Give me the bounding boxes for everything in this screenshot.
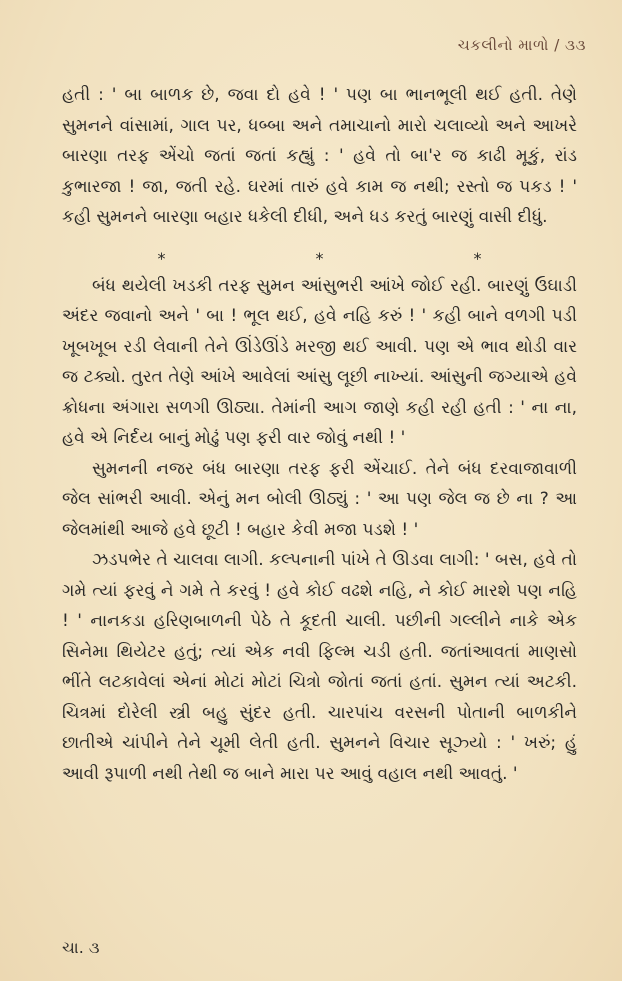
separator-star: * [315, 248, 324, 268]
running-header: ચકલીનો માળો / ૩૩ [457, 36, 586, 54]
separator-star: * [473, 248, 482, 268]
paragraph-1: હતી : ' બા બાળક છે, જવા દો હવે ! ' પણ બા ભાનભૂલી થઈ હતી. તેણે સુમનને વાંસામાં, ગાલ પર, ધબ્બા અને તમાચાનો મારો ચલાવ્યો અને આખરે બારણા તરફ એંચો જતાં જતાં કહ્યું : ' હવે તો બા'ર જ કાઢી મૂકું, રાંડ કુભારજા ! જા, જતી રહે. ઘરમાં તારું હવે કામ જ નથી; રસ્તો જ પકડ ! ' કહી સુમનને બારણા બહાર ધકેલી દીધી, અને ધડ કરતું બારણું વાસી દીધું. [62, 85, 577, 227]
page-body [62, 80, 577, 789]
paragraph-2: બંધ થયેલી ખડકી તરફ સુમન આંસુભરી આંખે જોઈ રહી. બારણું ઉઘાડી અંદર જવાનો અને ' બા ! ભૂલ થઈ, હવે નહિ કરું ! ' કહી બાને વળગી પડી ખૂબખૂબ રડી લેવાની તેને ઊંડેઊંડે મરજી થઈ આવી. પણ એ ભાવ થોડી વાર જ ટક્યો. તુરત તેણે આંખે આવેલાં આંસુ લૂછી નાખ્યાં. આંસુની જગ્યાએ હવે ક્રોધના અંગારા સળગી ઊઠ્યા. તેમાંની આગ જાણે કહી રહી હતી : ' ના ના, હવે એ નિર્દય બાનું મોઢું પણ ફરી વાર જોવું નથી ! ' [62, 275, 577, 448]
printer-signature: ચા. ૩ [62, 938, 100, 957]
section-separator [62, 249, 577, 269]
paragraph-4: ઝડપભેર તે ચાલવા લાગી. કલ્પનાની પાંખે તે ઊડવા લાગી: ' બસ, હવે તો ગમે ત્યાં ફરવું ને ગમે તે કરવું ! હવે કોઈ વઢશે નહિ, ને કોઈ મારશે પણ નહિ ! ' નાનકડા હરિણબાળની પેઠે તે કૂદતી ચાલી. પછીની ગલ્લીને નાકે એક સિનેમા થિયેટર હતું; ત્યાં એક નવી ફિલ્મ ચડી હતી. જતાંઆવતાં માણસો ભીંતે લટકાવેલાં એનાં મોટાં મોટાં ચિત્રો જોતાં જતાં હતાં. સુમન ત્યાં અટકી. ચિત્રમાં દોરેલી સ્ત્રી બહુ સુંદર હતી. ચારપાંચ વરસની પોતાની બાળકીને છાતીએ ચાંપીને તેને ચૂમી લેતી હતી. સુમનને વિચાર સૂઝ્યો : ' ખરું; હું આવી રૂપાળી નથી તેથી જ બાને મારા પર આવું વહાલ નથી આવતું. ' [62, 550, 577, 784]
paragraph-3: સુમનની નજર બંધ બારણા તરફ ફરી એંચાઈ. તેને બંધ દરવાજાવાળી જેલ સાંભરી આવી. એનું મન બોલી ઊઠ્યું : ' આ પણ જેલ જ છે ના ? આ જેલમાંથી આજે હવે છૂટી ! બહાર કેવી મજા પડશે ! ' [62, 458, 577, 540]
separator-star: * [157, 248, 166, 268]
